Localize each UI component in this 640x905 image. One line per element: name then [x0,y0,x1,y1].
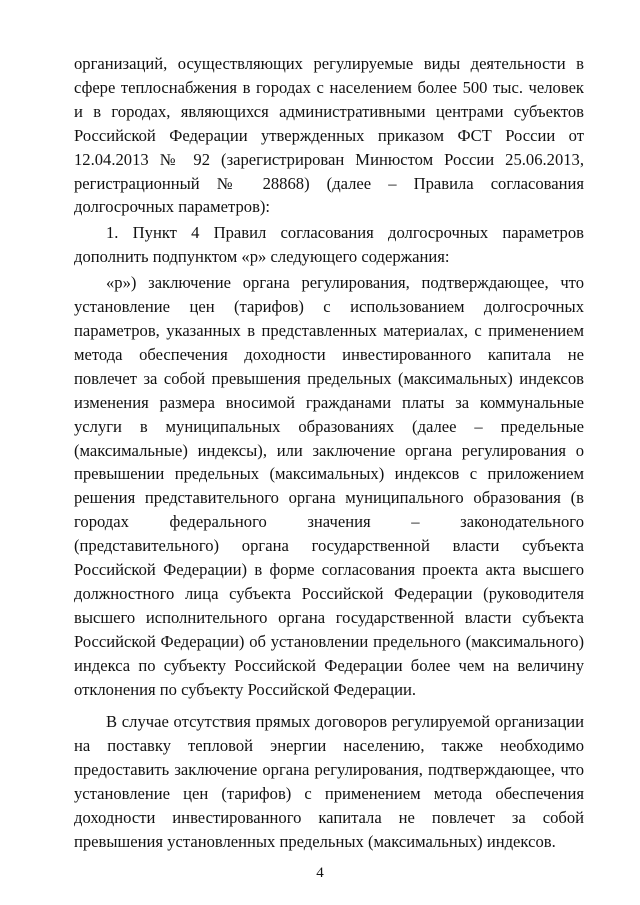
paragraph-subitem-r: «р») заключение органа регулирования, подтверждающее, что установление цен (тарифов) с использованием долгосрочных параметров, указанных в представленных материалах, с применением метода обеспечения доходности инвестированного капитала не повлечет за собой превышения предельных (максимальных) индексов изменения размера вносимой гражданами платы за коммунальные услуги в муниципальных образованиях (далее – предельные (максимальные) индексы), или заключение органа регулирования о превышении предельных (максимальных) индексов с приложением решения представительного органа муниципального образования (в городах федерального значения – законодательного (представительного) органа государственной власти субъекта Российской Федерации) в форме согласования проекта акта высшего должностного лица субъекта Российской Федерации (руководителя высшего исполнительного органа государственной власти субъекта Российской Федерации) об установлении предельного (максимального) индекса по субъекту Российской Федерации более чем на величину отклонения по субъекту Российской Федерации. [74,273,584,699]
page-number: 4 [316,865,324,881]
document-page [74,52,584,854]
paragraph-intro-continuation: организаций, осуществляющих регулируемые виды деятельности в сфере теплоснабжения в городах с населением более 500 тыс. человек и в городах, являющихся административными центрами субъектов Российской Федерации утвержденных приказом ФСТ России от 12.04.2013 № 92 (зарегистрирован Минюстом России 25.06.2013, регистрационный № 28868) (далее – Правила согласования долгосрочных параметров): [74,54,584,217]
paragraph-no-direct-contracts: В случае отсутствия прямых договоров регулируемой организации на поставку тепловой энергии населению, также необходимо предоставить заключение органа регулирования, подтверждающее, что установление цен (тарифов) с применением метода обеспечения доходности инвестированного капитала не повлечет за собой превышения установленных предельных (максимальных) индексов. [74,712,584,851]
paragraph-item-1: 1. Пункт 4 Правил согласования долгосрочных параметров дополнить подпунктом «р» следующего содержания: [74,223,584,267]
